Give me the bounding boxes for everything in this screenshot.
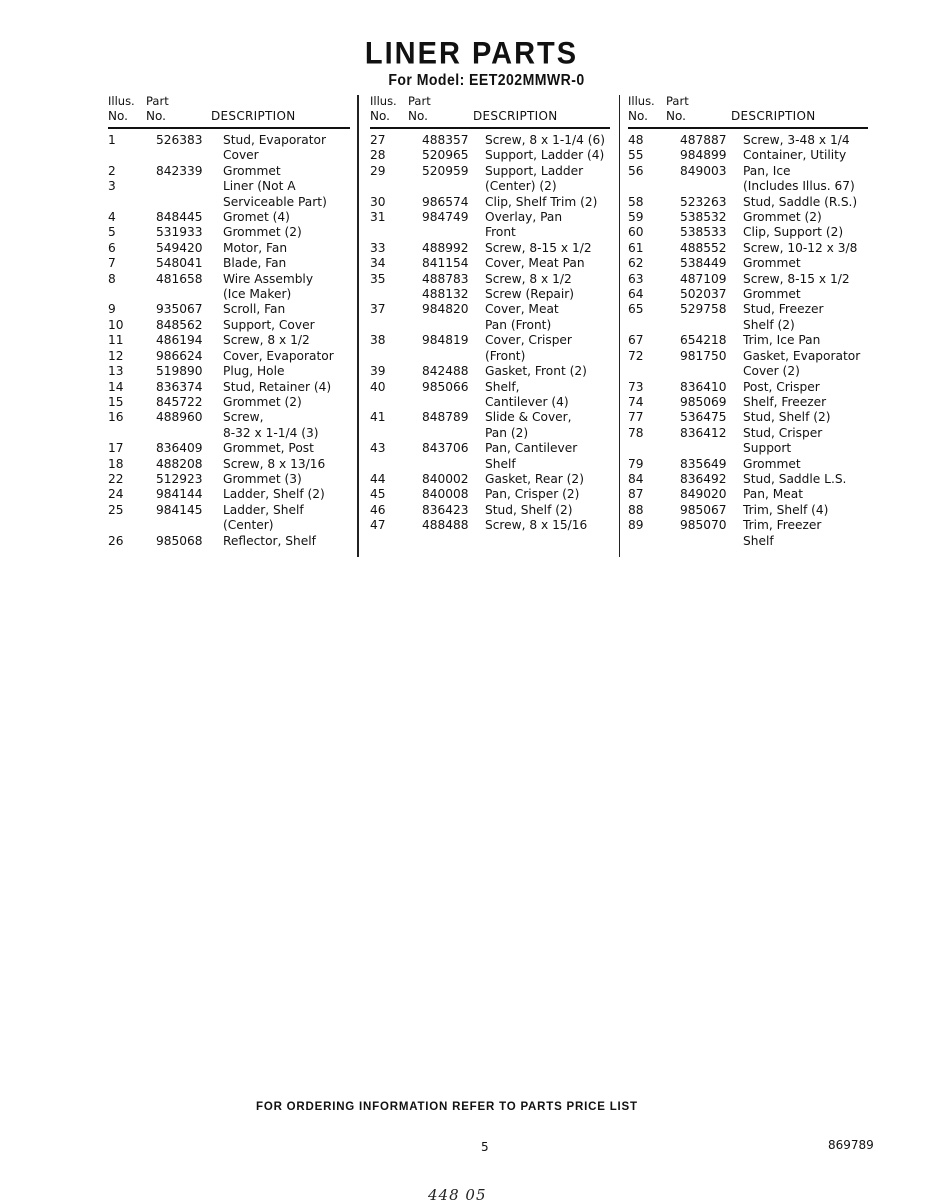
part-number: 985067 — [680, 502, 727, 517]
part-description: Reflector, Shelf — [223, 533, 316, 548]
part-row — [108, 364, 350, 379]
part-row — [370, 364, 610, 379]
part-description: Stud, Shelf (2) — [485, 502, 573, 517]
part-row — [370, 287, 610, 302]
part-number: 836410 — [680, 379, 727, 394]
part-description: Grommet (3) — [223, 471, 302, 486]
part-description: Cover, Meat Pan (Front) — [485, 302, 559, 332]
part-number: 549420 — [156, 240, 203, 255]
part-row — [108, 225, 350, 240]
illus-number: 48 — [628, 133, 644, 147]
part-row — [628, 241, 868, 256]
illus-number: 77 — [628, 410, 644, 425]
part-row — [628, 164, 868, 195]
part-row — [628, 287, 868, 302]
part-number: 842488 — [422, 364, 469, 379]
part-description: Stud, Saddle (R.S.) — [743, 194, 858, 209]
part-description: Screw, 8 x 15/16 — [485, 518, 588, 533]
part-description: Blade, Fan — [223, 256, 287, 271]
part-number: 986574 — [422, 194, 469, 209]
illus-number: 55 — [628, 148, 644, 163]
part-row — [370, 518, 610, 533]
part-row — [370, 210, 610, 241]
part-row — [108, 472, 350, 487]
illus-number: 60 — [628, 225, 644, 240]
part-description: Screw, 8-32 x 1-1/4 (3) — [223, 410, 319, 440]
part-row — [108, 503, 350, 534]
part-description: Pan, Cantilever Shelf — [485, 441, 578, 471]
part-number: 523263 — [680, 194, 727, 209]
part-row — [108, 349, 350, 364]
part-row — [108, 256, 350, 271]
part-number: 481658 — [156, 271, 203, 286]
header-part: Part — [408, 94, 431, 108]
part-description: Support, Ladder (Center) (2) — [485, 163, 584, 194]
part-number: 848789 — [422, 410, 469, 425]
parts-list — [628, 133, 868, 549]
header-rule — [628, 127, 868, 129]
part-description: Pan, Meat — [743, 487, 804, 502]
part-number: 512923 — [156, 471, 203, 486]
part-description: Stud, Saddle L.S. — [743, 471, 847, 486]
part-row — [108, 318, 350, 333]
part-description: Cover, Evaporator — [223, 348, 334, 363]
part-number: 840008 — [422, 487, 469, 502]
part-row — [628, 225, 868, 240]
header-description: DESCRIPTION — [211, 109, 296, 123]
part-number: 488960 — [156, 410, 203, 425]
part-row — [108, 457, 350, 472]
illus-number: 4 — [108, 210, 116, 225]
part-description: Shelf, Freezer — [743, 394, 827, 409]
illus-number: 6 — [108, 240, 116, 255]
header-illus: Illus. — [370, 94, 397, 108]
part-row — [370, 441, 610, 472]
header-part-no: No. — [146, 109, 166, 123]
part-description: Screw, 3-48 x 1/4 — [743, 133, 850, 147]
part-number: 984819 — [422, 333, 469, 348]
part-number: 984749 — [422, 210, 469, 225]
illus-number: 7 — [108, 256, 116, 271]
part-description: Stud, Crisper Support — [743, 425, 823, 456]
part-number: 486194 — [156, 333, 203, 348]
illus-number: 44 — [370, 471, 386, 486]
part-number: 654218 — [680, 333, 727, 348]
illus-number: 43 — [370, 441, 386, 456]
part-description: Grommet — [743, 456, 801, 471]
part-description: Cover, Crisper (Front) — [485, 333, 572, 363]
part-row — [370, 148, 610, 163]
part-description: Trim, Freezer Shelf — [743, 518, 822, 548]
illus-number: 67 — [628, 333, 644, 348]
illus-number: 26 — [108, 533, 124, 548]
illus-number: 25 — [108, 502, 124, 517]
part-number: 488357 — [422, 133, 469, 147]
part-number: 526383 — [156, 133, 203, 147]
part-row — [628, 395, 868, 410]
part-number: 836409 — [156, 441, 203, 456]
part-number: 488132 — [422, 287, 469, 302]
part-row — [628, 210, 868, 225]
document-number: 869789 — [828, 1138, 874, 1152]
header-part-no: No. — [666, 109, 686, 123]
part-description: Cover, Meat Pan — [485, 256, 585, 271]
part-description: Gasket, Front (2) — [485, 364, 587, 379]
part-row — [108, 241, 350, 256]
part-description: Grommet — [223, 163, 281, 178]
part-row — [628, 380, 868, 395]
illus-number: 47 — [370, 518, 386, 533]
part-row — [370, 472, 610, 487]
part-row — [108, 302, 350, 317]
part-description: Plug, Hole — [223, 364, 285, 379]
illus-number: 87 — [628, 487, 644, 502]
part-number: 843706 — [422, 441, 469, 456]
part-row — [108, 133, 350, 164]
header-part: Part — [666, 94, 689, 108]
part-row — [628, 518, 868, 549]
illus-number: 38 — [370, 333, 386, 348]
part-description: Grommet — [743, 287, 801, 302]
illus-number: 22 — [108, 471, 124, 486]
part-number: 849020 — [680, 487, 727, 502]
part-row — [108, 272, 350, 303]
header-illus-no: No. — [370, 109, 390, 123]
part-number: 519890 — [156, 364, 203, 379]
part-number: 538532 — [680, 210, 727, 225]
part-description: Scroll, Fan — [223, 302, 286, 317]
parts-column-2 — [370, 94, 610, 534]
part-number: 986624 — [156, 348, 203, 363]
header-description: DESCRIPTION — [473, 109, 558, 123]
part-description: Overlay, Pan Front — [485, 210, 563, 240]
part-row — [628, 195, 868, 210]
illus-number: 27 — [370, 133, 386, 147]
illus-number: 35 — [370, 271, 386, 286]
part-number: 836412 — [680, 425, 727, 440]
part-number: 531933 — [156, 225, 203, 240]
part-row — [628, 426, 868, 457]
part-number: 488488 — [422, 518, 469, 533]
part-row — [628, 472, 868, 487]
part-number: 842339 — [156, 163, 203, 178]
illus-number: 61 — [628, 240, 644, 255]
part-row — [108, 210, 350, 225]
part-description: Stud, Retainer (4) — [223, 379, 332, 394]
part-row — [628, 457, 868, 472]
illus-number: 56 — [628, 163, 644, 178]
illus-number: 34 — [370, 256, 386, 271]
part-number: 538533 — [680, 225, 727, 240]
part-number: 520959 — [422, 163, 469, 178]
illus-number: 37 — [370, 302, 386, 317]
part-row — [628, 133, 868, 148]
model-subtitle: For Model: EET202MMWR-0 — [388, 72, 585, 89]
parts-column-3 — [628, 94, 868, 549]
ordering-note: FOR ORDERING INFORMATION REFER TO PARTS PRICE LIST — [256, 1101, 638, 1113]
illus-number: 30 — [370, 194, 386, 209]
part-row — [108, 487, 350, 502]
illus-number: 24 — [108, 487, 124, 502]
parts-column-1 — [108, 94, 350, 549]
illus-number: 73 — [628, 379, 644, 394]
part-row — [628, 349, 868, 380]
part-row — [108, 333, 350, 348]
part-description: Grommet — [743, 256, 801, 271]
illus-number: 12 — [108, 348, 124, 363]
part-number: 488552 — [680, 240, 727, 255]
part-description: Wire Assembly (Ice Maker) — [223, 271, 314, 302]
part-number: 840002 — [422, 471, 469, 486]
illus-number: 11 — [108, 333, 124, 348]
part-description: Trim, Shelf (4) — [743, 502, 829, 517]
illus-number: 9 — [108, 302, 116, 317]
illus-number: 74 — [628, 394, 644, 409]
part-row — [628, 302, 868, 333]
part-number: 985069 — [680, 394, 727, 409]
part-row — [108, 410, 350, 441]
illus-number: 14 — [108, 379, 124, 394]
header-illus: Illus. — [628, 94, 655, 108]
part-description: Post, Crisper — [743, 379, 820, 394]
column-header — [108, 94, 350, 126]
illus-number: 63 — [628, 271, 644, 286]
illus-number: 64 — [628, 287, 644, 302]
part-description: Ladder, Shelf (Center) — [223, 502, 304, 533]
part-row — [628, 272, 868, 287]
part-number: 849003 — [680, 163, 727, 178]
part-description: Screw, 8-15 x 1/2 — [485, 240, 592, 255]
part-description: Clip, Shelf Trim (2) — [485, 194, 598, 209]
part-description: Screw, 8 x 1-1/4 (6) — [485, 133, 606, 147]
part-number: 487887 — [680, 133, 727, 147]
part-number: 835649 — [680, 456, 727, 471]
part-description: Pan, Crisper (2) — [485, 487, 580, 502]
illus-number: 46 — [370, 502, 386, 517]
part-row — [628, 503, 868, 518]
header-rule — [108, 127, 350, 129]
header-part-no: No. — [408, 109, 428, 123]
part-description: Gasket, Rear (2) — [485, 471, 584, 486]
part-row — [628, 410, 868, 425]
part-number: 984145 — [156, 502, 203, 517]
part-number: 538449 — [680, 256, 727, 271]
part-description: Motor, Fan — [223, 240, 288, 255]
part-number: 487109 — [680, 271, 727, 286]
part-row — [370, 256, 610, 271]
illus-number: 88 — [628, 502, 644, 517]
part-description: Screw, 8 x 1/2 — [485, 271, 572, 286]
header-description: DESCRIPTION — [731, 109, 816, 123]
part-row — [108, 380, 350, 395]
illus-number: 17 — [108, 441, 124, 456]
part-description: Stud, Freezer Shelf (2) — [743, 302, 824, 332]
part-row — [370, 195, 610, 210]
illus-number: 58 — [628, 194, 644, 209]
part-description: Grommet (2) — [223, 225, 302, 240]
part-description: Screw, 10-12 x 3/8 — [743, 240, 858, 255]
illus-number: 78 — [628, 425, 644, 440]
part-number: 529758 — [680, 302, 727, 317]
part-row — [370, 272, 610, 287]
part-description: Screw (Repair) — [485, 287, 575, 302]
illus-number: 45 — [370, 487, 386, 502]
part-number: 935067 — [156, 302, 203, 317]
part-row — [370, 333, 610, 364]
part-row — [370, 410, 610, 441]
part-number: 985066 — [422, 379, 469, 394]
part-description: Shelf, Cantilever (4) — [485, 379, 569, 409]
part-row — [108, 534, 350, 549]
part-description: Slide & Cover, Pan (2) — [485, 410, 572, 440]
illus-number: 13 — [108, 364, 124, 379]
part-number: 985068 — [156, 533, 203, 548]
illus-number: 8 — [108, 271, 116, 286]
part-number: 536475 — [680, 410, 727, 425]
part-row — [108, 164, 350, 179]
header-illus-no: No. — [628, 109, 648, 123]
header-illus: Illus. — [108, 94, 135, 108]
part-number: 985070 — [680, 518, 727, 533]
part-number: 984899 — [680, 148, 727, 163]
handwritten-note: 448 05 — [428, 1186, 487, 1204]
illus-number: 31 — [370, 210, 386, 225]
illus-number: 10 — [108, 317, 124, 332]
illus-number: 41 — [370, 410, 386, 425]
part-number: 488208 — [156, 456, 203, 471]
column-divider — [357, 95, 359, 557]
part-number: 984820 — [422, 302, 469, 317]
illus-number: 33 — [370, 240, 386, 255]
illus-number: 28 — [370, 148, 386, 163]
part-number: 984144 — [156, 487, 203, 502]
illus-number: 15 — [108, 394, 124, 409]
part-row — [370, 380, 610, 411]
header-part: Part — [146, 94, 169, 108]
part-row — [628, 333, 868, 348]
part-description: Pan, Ice (Includes Illus. 67) — [743, 163, 855, 194]
part-description: Grommet (2) — [743, 210, 822, 225]
illus-number: 59 — [628, 210, 644, 225]
part-description: Support, Cover — [223, 317, 315, 332]
illus-number: 2 — [108, 163, 116, 178]
part-row — [628, 148, 868, 163]
illus-number: 89 — [628, 518, 644, 533]
illus-number: 84 — [628, 471, 644, 486]
illus-number: 62 — [628, 256, 644, 271]
part-row — [108, 441, 350, 456]
part-number: 836423 — [422, 502, 469, 517]
header-rule — [370, 127, 610, 129]
part-row — [628, 256, 868, 271]
illus-number: 40 — [370, 379, 386, 394]
part-row — [628, 487, 868, 502]
part-number: 848445 — [156, 210, 203, 225]
illus-number: 72 — [628, 348, 644, 363]
header-illus-no: No. — [108, 109, 128, 123]
part-description: Container, Utility — [743, 148, 847, 163]
part-description: Screw, 8 x 13/16 — [223, 456, 326, 471]
parts-list — [370, 133, 610, 534]
column-divider — [619, 95, 620, 557]
part-description: Grommet (2) — [223, 394, 302, 409]
part-description: Gasket, Evaporator Cover (2) — [743, 348, 861, 379]
part-description: Gromet (4) — [223, 210, 290, 225]
part-description: Clip, Support (2) — [743, 225, 844, 240]
illus-number: 79 — [628, 456, 644, 471]
part-number: 502037 — [680, 287, 727, 302]
part-description: Screw, 8 x 1/2 — [223, 333, 310, 348]
part-description: Support, Ladder (4) — [485, 148, 605, 163]
part-row — [370, 164, 610, 195]
part-row — [370, 133, 610, 148]
illus-number: 39 — [370, 364, 386, 379]
illus-number: 18 — [108, 456, 124, 471]
part-number: 520965 — [422, 148, 469, 163]
part-description: Trim, Ice Pan — [743, 333, 821, 348]
part-number: 488783 — [422, 271, 469, 286]
column-header — [370, 94, 610, 126]
part-description: Screw, 8-15 x 1/2 — [743, 271, 850, 286]
illus-number: 3 — [108, 179, 116, 194]
part-row — [108, 395, 350, 410]
part-row — [370, 302, 610, 333]
part-row — [370, 241, 610, 256]
part-number: 548041 — [156, 256, 203, 271]
illus-number: 5 — [108, 225, 116, 240]
part-row — [370, 487, 610, 502]
part-number: 836492 — [680, 471, 727, 486]
part-description: Grommet, Post — [223, 441, 314, 456]
part-row — [108, 179, 350, 210]
part-number: 981750 — [680, 348, 727, 363]
part-number: 841154 — [422, 256, 469, 271]
page-number: 5 — [481, 1140, 489, 1154]
part-row — [370, 503, 610, 518]
parts-list — [108, 133, 350, 549]
part-description: Ladder, Shelf (2) — [223, 487, 325, 502]
part-number: 836374 — [156, 379, 203, 394]
column-header — [628, 94, 868, 126]
part-number: 848562 — [156, 317, 203, 332]
illus-number: 1 — [108, 133, 116, 147]
illus-number: 16 — [108, 410, 124, 425]
page-title: LINER PARTS — [364, 36, 579, 72]
part-number: 488992 — [422, 240, 469, 255]
illus-number: 65 — [628, 302, 644, 317]
part-number: 845722 — [156, 394, 203, 409]
illus-number: 29 — [370, 163, 386, 178]
part-description: Stud, Evaporator Cover — [223, 133, 327, 163]
part-description: Stud, Shelf (2) — [743, 410, 831, 425]
part-description: Liner (Not A Serviceable Part) — [223, 179, 327, 209]
